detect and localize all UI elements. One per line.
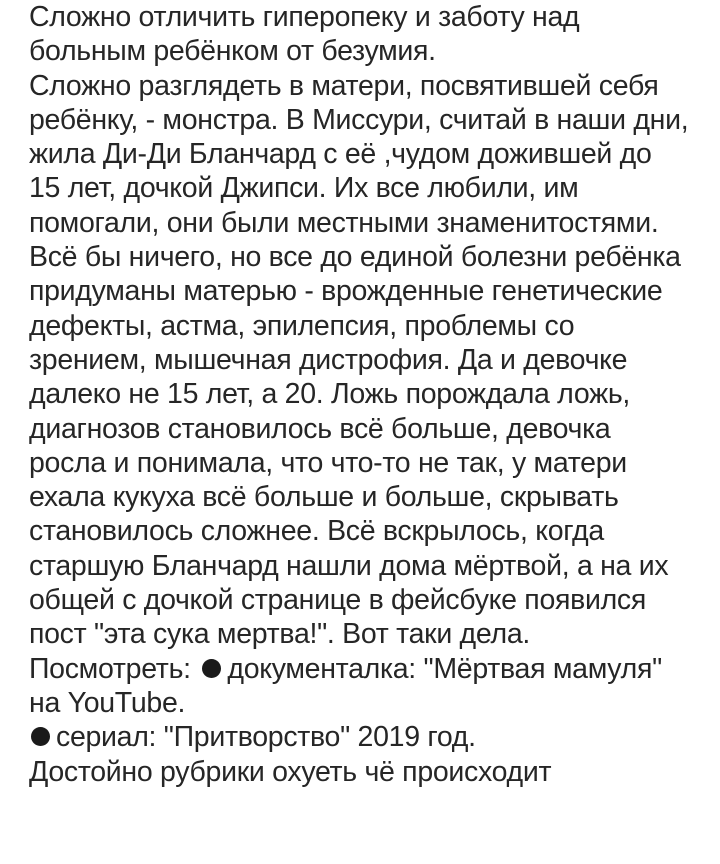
bullet-icon	[31, 727, 50, 746]
post-line: диагнозов становилось всё больше, девочка	[29, 412, 611, 445]
watch-line-continued: на YouTube.	[29, 686, 186, 719]
watch-item-series: сериал: "Притворство" 2019 год.	[56, 721, 476, 754]
post-line: придуманы матерью - врожденные генетические	[29, 275, 663, 308]
watch-item-documentary: документалка: "Мёртвая мамуля"	[227, 652, 662, 685]
post-line: становилось сложнее. Всё вскрылось, когда	[29, 515, 604, 548]
post-line: старшую Бланчард нашли дома мёртвой, а на их	[29, 549, 669, 582]
post-line: Сложно отличить гиперопеку и заботу над	[29, 1, 580, 33]
post-line: помогали, они были местными знаменитостями.	[29, 206, 659, 239]
closing-line: Достойно рубрики охуеть чё происходит	[29, 755, 552, 788]
post-line: пост "эта сука мертва!". Вот таки дела.	[29, 618, 530, 651]
post-line: Всё бы ничего, но все до единой болезни ребёнка	[29, 241, 681, 274]
post-body	[29, 0, 713, 789]
watch-line	[29, 652, 713, 686]
post-line: далеко не 15 лет, а 20. Ложь порождала ложь,	[29, 378, 630, 411]
bullet-icon	[202, 659, 221, 678]
post-line: росла и понимала, что что-то не так, у матери	[29, 446, 627, 479]
post-line: жила Ди-Ди Бланчард с её ,чудом дожившей до	[29, 138, 652, 171]
watch-label: Посмотреть:	[29, 652, 191, 685]
post-line: Сложно разглядеть в матери, посвятившей себя	[29, 69, 659, 102]
post-line: больным ребёнком от безумия.	[29, 35, 436, 68]
post-line: дефекты, астма, эпилепсия, проблемы со	[29, 309, 575, 342]
post-line: зрением, мышечная дистрофия. Да и девочке	[29, 343, 628, 376]
post-line: общей с дочкой странице в фейсбуке появился	[29, 584, 646, 617]
watch-line-series	[29, 720, 713, 754]
post-line: ребёнку, - монстра. В Миссури, считай в наши дни,	[29, 103, 689, 136]
post-line: 15 лет, дочкой Джипси. Их все любили, им	[29, 172, 579, 205]
post-line: ехала кукуха всё больше и больше, скрывать	[29, 481, 619, 514]
